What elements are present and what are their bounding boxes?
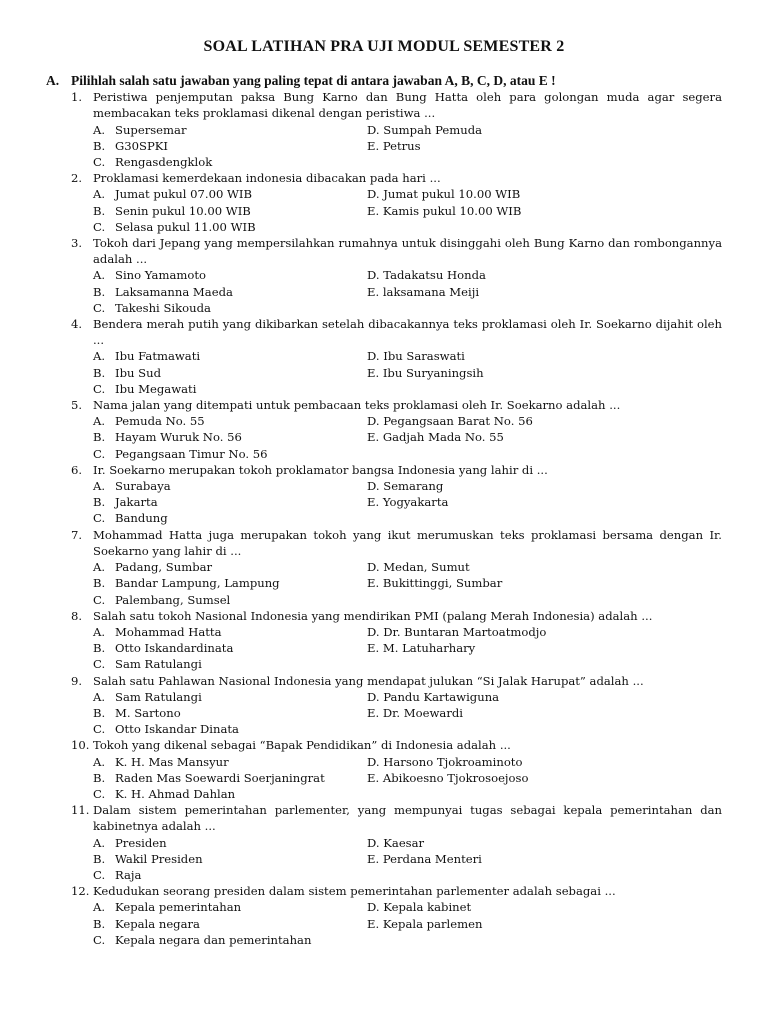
option-text: Bandar Lampung, Lampung: [115, 576, 280, 591]
question-text: Salah satu Pahlawan Nasional Indonesia yang mendapat julukan “Si Jalak Harupat” adalah ...: [93, 673, 644, 688]
option-letter: C.: [93, 786, 106, 801]
answer-options: [93, 267, 722, 316]
option-b: [93, 494, 367, 510]
option-empty: [367, 932, 722, 948]
answer-options: [93, 754, 722, 803]
option-letter: C.: [93, 300, 106, 315]
option-text: Sam Ratulangi: [115, 657, 202, 672]
option-letter: C.: [93, 446, 106, 461]
option-letter: B.: [93, 138, 106, 153]
option-letter: C.: [93, 657, 106, 672]
question-number: 12.: [71, 884, 90, 899]
option-text: K. H. Mas Mansyur: [115, 754, 229, 769]
option-letter: B.: [93, 705, 106, 720]
option-letter: B.: [93, 495, 106, 510]
option-c: [93, 592, 367, 608]
option-b: [93, 640, 367, 656]
option-letter: B.: [93, 770, 106, 785]
option-text: Senin pukul 10.00 WIB: [115, 203, 251, 218]
option-d: D. Tadakatsu Honda: [367, 268, 486, 283]
option-letter: C.: [93, 511, 106, 526]
question-stem: [46, 397, 722, 413]
option-b: [93, 770, 367, 786]
question-text: Nama jalan yang ditempati untuk pembacaan teks proklamasi oleh Ir. Soekarno adalah ...: [93, 398, 621, 413]
option-e: E. Perdana Menteri: [367, 851, 482, 866]
option-empty: [367, 510, 722, 526]
question-item: [46, 608, 722, 673]
option-letter: C.: [93, 592, 106, 607]
option-letter: B.: [93, 365, 106, 380]
option-letter: A.: [93, 560, 106, 575]
option-c: [93, 721, 367, 737]
question-stem: [46, 170, 722, 186]
option-empty: [367, 592, 722, 608]
option-letter: A.: [93, 187, 106, 202]
question-item: [46, 89, 722, 170]
option-text: Sam Ratulangi: [115, 689, 202, 704]
question-text: Bendera merah putih yang dikibarkan setelah dibacakannya teks proklamasi oleh Ir. Soekarno dijahit oleh ...: [93, 317, 722, 348]
question-item: [46, 170, 722, 235]
option-letter: A.: [93, 835, 106, 850]
option-letter: A.: [93, 349, 106, 364]
option-e: E. laksamana Meiji: [367, 284, 480, 299]
question-number: 8.: [71, 608, 83, 623]
question-number: 3.: [71, 236, 83, 251]
answer-options: [93, 559, 722, 608]
question-item: [46, 737, 722, 802]
option-c: [93, 510, 367, 526]
answer-options: [93, 835, 722, 884]
option-a: [93, 754, 367, 770]
option-text: Kepala negara dan pemerintahan: [115, 932, 312, 947]
option-a: [93, 267, 367, 283]
option-letter: B.: [93, 576, 106, 591]
option-letter: A.: [93, 689, 106, 704]
option-empty: [367, 786, 722, 802]
option-d: D. Pandu Kartawiguna: [367, 689, 500, 704]
option-letter: A.: [93, 900, 106, 915]
question-text: Tokoh yang dikenal sebagai “Bapak Pendidikan” di Indonesia adalah ...: [93, 738, 511, 753]
option-text: Sino Yamamoto: [115, 268, 206, 283]
option-text: K. H. Ahmad Dahlan: [115, 786, 236, 801]
option-letter: B.: [93, 851, 106, 866]
option-text: Rengasdengklok: [115, 155, 213, 170]
option-letter: A.: [93, 754, 106, 769]
option-a: [93, 186, 367, 202]
option-text: M. Sartono: [115, 705, 181, 720]
question-text: Mohammad Hatta juga merupakan tokoh yang ikut merumuskan teks proklamasi bersama dengan Ir. Soekarno yang lahir di ...: [93, 527, 722, 558]
option-letter: A.: [93, 268, 106, 283]
question-item: [46, 462, 722, 527]
option-letter: A.: [93, 479, 106, 494]
option-text: Padang, Sumbar: [115, 560, 213, 575]
answer-options: [93, 413, 722, 462]
option-text: Raden Mas Soewardi Soerjaningrat: [115, 770, 325, 785]
option-e: E. Bukittinggi, Sumbar: [367, 576, 503, 591]
option-e: E. Abikoesno Tjokrosoejoso: [367, 770, 529, 785]
section-letter: A.: [46, 73, 60, 88]
option-a: [93, 478, 367, 494]
question-stem: [46, 527, 722, 559]
option-a: [93, 689, 367, 705]
option-d: D. Ibu Saraswati: [367, 349, 465, 364]
option-text: Raja: [115, 867, 142, 882]
option-text: Laksamanna Maeda: [115, 284, 233, 299]
option-b: [93, 916, 367, 932]
option-text: Jakarta: [115, 495, 158, 510]
option-text: G30SPKI: [115, 138, 168, 153]
option-e: E. Dr. Moewardi: [367, 705, 463, 720]
question-stem: [46, 737, 722, 753]
section-instruction: [46, 73, 722, 89]
option-d: D. Semarang: [367, 479, 444, 494]
option-a: [93, 348, 367, 364]
option-text: Wakil Presiden: [115, 851, 203, 866]
option-letter: B.: [93, 916, 106, 931]
option-empty: [367, 154, 722, 170]
answer-options: [93, 348, 722, 397]
option-e: E. M. Latuharhary: [367, 641, 476, 656]
option-e: E. Petrus: [367, 138, 421, 153]
option-text: Mohammad Hatta: [115, 624, 222, 639]
option-text: Otto Iskandardinata: [115, 641, 234, 656]
option-letter: C.: [93, 219, 106, 234]
option-empty: [367, 381, 722, 397]
question-number: 1.: [71, 90, 83, 105]
option-letter: C.: [93, 867, 106, 882]
option-d: D. Harsono Tjokroaminoto: [367, 754, 523, 769]
question-stem: [46, 316, 722, 348]
option-c: [93, 446, 367, 462]
option-c: [93, 381, 367, 397]
option-letter: A.: [93, 624, 106, 639]
question-number: 11.: [71, 803, 90, 818]
option-a: [93, 899, 367, 915]
option-letter: B.: [93, 641, 106, 656]
option-e: E. Ibu Suryaningsih: [367, 365, 484, 380]
question-text: Proklamasi kemerdekaan indonesia dibacakan pada hari ...: [93, 171, 441, 186]
answer-options: [93, 122, 722, 171]
option-text: Pegangsaan Timur No. 56: [115, 446, 268, 461]
option-letter: B.: [93, 284, 106, 299]
option-letter: B.: [93, 203, 106, 218]
document-title: SOAL LATIHAN PRA UJI MODUL SEMESTER 2: [203, 38, 565, 55]
question-stem: [46, 608, 722, 624]
option-letter: A.: [93, 414, 106, 429]
question-text: Ir. Soekarno merupakan tokoh proklamator bangsa Indonesia yang lahir di ...: [93, 462, 548, 477]
answer-options: [93, 689, 722, 738]
question-text: Dalam sistem pemerintahan parlementer, yang mempunyai tugas sebagai kepala pemerintahan dan kabinetnya adalah ...: [93, 803, 722, 834]
answer-options: [93, 624, 722, 673]
question-number: 4.: [71, 317, 83, 332]
option-letter: A.: [93, 122, 106, 137]
question-item: [46, 527, 722, 608]
option-b: [93, 365, 367, 381]
option-text: Kepala pemerintahan: [115, 900, 242, 915]
option-d: D. Jumat pukul 10.00 WIB: [367, 187, 521, 202]
option-text: Takeshi Sikouda: [115, 300, 211, 315]
option-d: D. Kaesar: [367, 835, 425, 850]
section-instruction-text: Pilihlah salah satu jawaban yang paling tepat di antara jawaban A, B, C, D, atau E !: [71, 73, 556, 88]
option-d: D. Sumpah Pemuda: [367, 122, 483, 137]
option-letter: C.: [93, 381, 106, 396]
option-b: [93, 575, 367, 591]
option-empty: [367, 656, 722, 672]
option-d: D. Pegangsaan Barat No. 56: [367, 414, 533, 429]
option-letter: B.: [93, 430, 106, 445]
question-number: 10.: [71, 738, 90, 753]
option-e: E. Kamis pukul 10.00 WIB: [367, 203, 522, 218]
option-e: E. Kepala parlemen: [367, 916, 483, 931]
option-text: Ibu Megawati: [115, 381, 197, 396]
question-list: [46, 89, 722, 948]
option-text: Palembang, Sumsel: [115, 592, 231, 607]
option-empty: [367, 867, 722, 883]
option-text: Otto Iskandar Dinata: [115, 722, 239, 737]
option-a: [93, 413, 367, 429]
option-text: Selasa pukul 11.00 WIB: [115, 219, 256, 234]
option-c: [93, 219, 367, 235]
question-text: Kedudukan seorang presiden dalam sistem pemerintahan parlementer adalah sebagai ...: [93, 884, 616, 899]
question-number: 6.: [71, 462, 83, 477]
option-b: [93, 429, 367, 445]
option-b: [93, 851, 367, 867]
option-c: [93, 300, 367, 316]
question-text: Salah satu tokoh Nasional Indonesia yang mendirikan PMI (palang Merah Indonesia) adalah ...: [93, 608, 653, 623]
option-a: [93, 835, 367, 851]
option-text: Ibu Fatmawati: [115, 349, 201, 364]
option-a: [93, 624, 367, 640]
question-item: [46, 235, 722, 316]
option-text: Pemuda No. 55: [115, 414, 205, 429]
option-b: [93, 284, 367, 300]
question-item: [46, 673, 722, 738]
option-e: E. Gadjah Mada No. 55: [367, 430, 504, 445]
option-c: [93, 867, 367, 883]
option-c: [93, 154, 367, 170]
question-stem: [46, 89, 722, 121]
question-number: 2.: [71, 171, 83, 186]
option-c: [93, 786, 367, 802]
option-text: Kepala negara: [115, 916, 200, 931]
question-stem: [46, 802, 722, 834]
option-e: E. Yogyakarta: [367, 495, 449, 510]
option-c: [93, 656, 367, 672]
question-number: 9.: [71, 673, 83, 688]
option-empty: [367, 721, 722, 737]
question-item: [46, 802, 722, 883]
option-text: Supersemar: [115, 122, 187, 137]
option-d: D. Dr. Buntaran Martoatmodjo: [367, 624, 547, 639]
answer-options: [93, 186, 722, 235]
option-text: Jumat pukul 07.00 WIB: [115, 187, 253, 202]
option-a: [93, 122, 367, 138]
question-number: 5.: [71, 398, 83, 413]
answer-options: [93, 899, 722, 948]
option-text: Hayam Wuruk No. 56: [115, 430, 242, 445]
option-text: Bandung: [115, 511, 168, 526]
question-stem: [46, 462, 722, 478]
question-item: [46, 883, 722, 948]
question-stem: [46, 883, 722, 899]
question-item: [46, 397, 722, 462]
question-number: 7.: [71, 527, 83, 542]
question-stem: [46, 235, 722, 267]
option-a: [93, 559, 367, 575]
option-d: D. Kepala kabinet: [367, 900, 472, 915]
question-stem: [46, 673, 722, 689]
option-empty: [367, 219, 722, 235]
option-text: Presiden: [115, 835, 167, 850]
question-text: Tokoh dari Jepang yang mempersilahkan rumahnya untuk disinggahi oleh Bung Karno dan rombongannya adalah ...: [93, 236, 722, 267]
option-text: Surabaya: [115, 479, 171, 494]
option-b: [93, 203, 367, 219]
option-b: [93, 705, 367, 721]
option-letter: C.: [93, 722, 106, 737]
answer-options: [93, 478, 722, 527]
option-text: Ibu Sud: [115, 365, 161, 380]
question-text: Peristiwa penjemputan paksa Bung Karno dan Bung Hatta oleh para golongan muda agar segera membacakan teks proklamasi dikenal dengan peristiwa ...: [93, 90, 722, 121]
option-c: [93, 932, 367, 948]
option-b: [93, 138, 367, 154]
question-item: [46, 316, 722, 397]
option-letter: C.: [93, 932, 106, 947]
option-letter: C.: [93, 155, 106, 170]
option-empty: [367, 300, 722, 316]
option-empty: [367, 446, 722, 462]
option-d: D. Medan, Sumut: [367, 560, 470, 575]
